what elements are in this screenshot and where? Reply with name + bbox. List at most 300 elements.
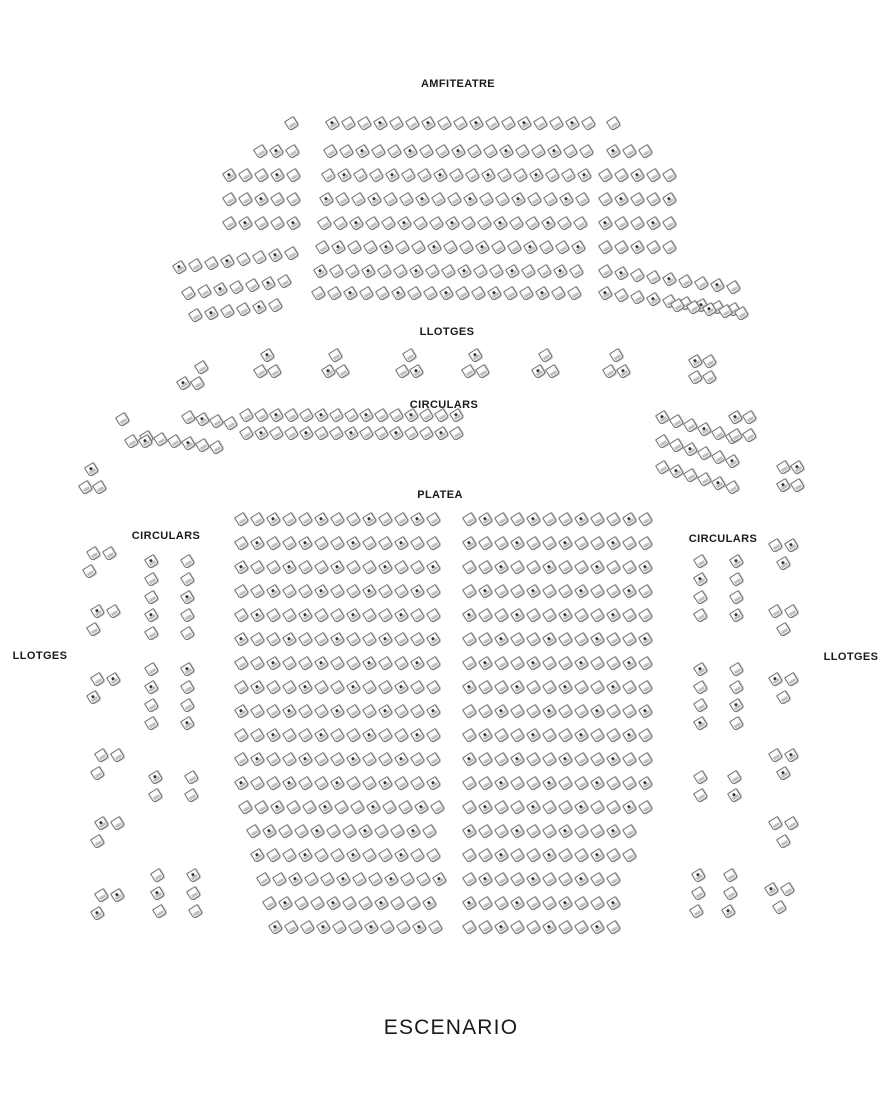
seat[interactable] [282, 776, 297, 791]
seat[interactable] [362, 536, 377, 551]
seat[interactable] [234, 704, 249, 719]
seat[interactable] [387, 144, 402, 159]
seat[interactable] [526, 752, 541, 767]
seat[interactable] [229, 280, 244, 295]
seat[interactable] [181, 286, 196, 301]
seat[interactable] [475, 240, 490, 255]
seat[interactable] [373, 116, 388, 131]
seat[interactable] [410, 752, 425, 767]
seat[interactable] [330, 728, 345, 743]
seat[interactable] [315, 240, 330, 255]
seat[interactable] [542, 728, 557, 743]
seat[interactable] [598, 264, 613, 279]
seat[interactable] [317, 216, 332, 231]
seat[interactable] [346, 656, 361, 671]
seat[interactable] [494, 608, 509, 623]
seat[interactable] [250, 560, 265, 575]
seat[interactable] [411, 240, 426, 255]
seat[interactable] [298, 536, 313, 551]
seat[interactable] [90, 766, 105, 781]
seat[interactable] [314, 632, 329, 647]
seat[interactable] [426, 776, 441, 791]
seat[interactable] [478, 608, 493, 623]
seat[interactable] [394, 776, 409, 791]
seat[interactable] [776, 478, 791, 493]
seat[interactable] [377, 264, 392, 279]
seat[interactable] [260, 348, 275, 363]
seat[interactable] [510, 896, 525, 911]
seat[interactable] [346, 608, 361, 623]
seat[interactable] [542, 560, 557, 575]
seat[interactable] [190, 376, 205, 391]
seat[interactable] [110, 748, 125, 763]
seat[interactable] [318, 800, 333, 815]
seat[interactable] [300, 920, 315, 935]
seat[interactable] [346, 680, 361, 695]
seat[interactable] [86, 690, 101, 705]
seat[interactable] [574, 584, 589, 599]
seat[interactable] [325, 116, 340, 131]
seat[interactable] [335, 192, 350, 207]
seat[interactable] [426, 512, 441, 527]
seat[interactable] [430, 800, 445, 815]
seat[interactable] [222, 168, 237, 183]
seat[interactable] [330, 584, 345, 599]
seat[interactable] [398, 800, 413, 815]
seat[interactable] [622, 608, 637, 623]
seat[interactable] [693, 608, 708, 623]
seat[interactable] [435, 144, 450, 159]
seat[interactable] [298, 752, 313, 767]
seat[interactable] [669, 438, 684, 453]
seat[interactable] [545, 168, 560, 183]
seat[interactable] [405, 116, 420, 131]
seat[interactable] [374, 896, 389, 911]
seat[interactable] [397, 216, 412, 231]
seat[interactable] [697, 472, 712, 487]
seat[interactable] [462, 584, 477, 599]
seat[interactable] [565, 116, 580, 131]
seat[interactable] [180, 626, 195, 641]
seat[interactable] [389, 426, 404, 441]
seat[interactable] [286, 192, 301, 207]
seat[interactable] [90, 604, 105, 619]
seat[interactable] [729, 680, 744, 695]
seat[interactable] [282, 752, 297, 767]
seat[interactable] [711, 450, 726, 465]
seat[interactable] [510, 680, 525, 695]
seat[interactable] [410, 632, 425, 647]
seat[interactable] [337, 168, 352, 183]
seat[interactable] [662, 168, 677, 183]
seat[interactable] [433, 168, 448, 183]
seat[interactable] [485, 116, 500, 131]
seat[interactable] [574, 752, 589, 767]
seat[interactable] [742, 428, 757, 443]
seat[interactable] [314, 728, 329, 743]
seat[interactable] [489, 264, 504, 279]
seat[interactable] [462, 680, 477, 695]
seat[interactable] [110, 888, 125, 903]
seat[interactable] [483, 144, 498, 159]
seat[interactable] [266, 560, 281, 575]
seat[interactable] [622, 560, 637, 575]
seat[interactable] [638, 144, 653, 159]
seat[interactable] [347, 240, 362, 255]
seat[interactable] [355, 144, 370, 159]
seat[interactable] [152, 904, 167, 919]
seat[interactable] [558, 584, 573, 599]
seat[interactable] [359, 408, 374, 423]
seat[interactable] [374, 408, 389, 423]
seat[interactable] [195, 412, 210, 427]
seat[interactable] [494, 776, 509, 791]
seat[interactable] [181, 410, 196, 425]
seat[interactable] [574, 512, 589, 527]
seat[interactable] [558, 848, 573, 863]
seat[interactable] [590, 656, 605, 671]
seat[interactable] [266, 848, 281, 863]
seat[interactable] [84, 462, 99, 477]
seat[interactable] [330, 704, 345, 719]
seat[interactable] [590, 824, 605, 839]
seat[interactable] [426, 632, 441, 647]
seat[interactable] [320, 872, 335, 887]
seat[interactable] [574, 704, 589, 719]
seat[interactable] [494, 824, 509, 839]
seat[interactable] [94, 888, 109, 903]
seat[interactable] [478, 584, 493, 599]
seat[interactable] [390, 896, 405, 911]
seat[interactable] [622, 656, 637, 671]
seat[interactable] [394, 608, 409, 623]
seat[interactable] [410, 512, 425, 527]
seat[interactable] [510, 728, 525, 743]
seat[interactable] [394, 728, 409, 743]
seat[interactable] [180, 554, 195, 569]
seat[interactable] [254, 800, 269, 815]
seat[interactable] [346, 704, 361, 719]
seat[interactable] [366, 800, 381, 815]
seat[interactable] [277, 274, 292, 289]
seat[interactable] [590, 608, 605, 623]
seat[interactable] [478, 536, 493, 551]
seat[interactable] [478, 704, 493, 719]
seat[interactable] [638, 704, 653, 719]
seat[interactable] [558, 752, 573, 767]
seat[interactable] [662, 272, 677, 287]
seat[interactable] [394, 536, 409, 551]
seat[interactable] [239, 426, 254, 441]
seat[interactable] [378, 608, 393, 623]
seat[interactable] [776, 690, 791, 705]
seat[interactable] [256, 872, 271, 887]
seat[interactable] [294, 824, 309, 839]
seat[interactable] [362, 512, 377, 527]
seat[interactable] [250, 776, 265, 791]
seat[interactable] [510, 632, 525, 647]
seat[interactable] [238, 168, 253, 183]
seat[interactable] [462, 752, 477, 767]
seat[interactable] [238, 192, 253, 207]
seat[interactable] [234, 752, 249, 767]
seat[interactable] [278, 824, 293, 839]
seat[interactable] [542, 800, 557, 815]
seat[interactable] [494, 536, 509, 551]
seat[interactable] [590, 920, 605, 935]
seat[interactable] [284, 116, 299, 131]
seat[interactable] [222, 216, 237, 231]
seat[interactable] [606, 920, 621, 935]
seat[interactable] [314, 536, 329, 551]
seat[interactable] [574, 560, 589, 575]
seat[interactable] [497, 168, 512, 183]
seat[interactable] [184, 788, 199, 803]
seat[interactable] [298, 560, 313, 575]
seat[interactable] [344, 426, 359, 441]
seat[interactable] [768, 538, 783, 553]
seat[interactable] [346, 632, 361, 647]
seat[interactable] [542, 608, 557, 623]
seat[interactable] [346, 512, 361, 527]
seat[interactable] [339, 144, 354, 159]
seat[interactable] [417, 168, 432, 183]
seat[interactable] [590, 512, 605, 527]
seat[interactable] [693, 770, 708, 785]
seat[interactable] [494, 704, 509, 719]
seat[interactable] [302, 800, 317, 815]
seat[interactable] [426, 848, 441, 863]
seat[interactable] [558, 776, 573, 791]
seat[interactable] [790, 478, 805, 493]
seat[interactable] [688, 370, 703, 385]
seat[interactable] [144, 572, 159, 587]
seat[interactable] [478, 632, 493, 647]
seat[interactable] [266, 536, 281, 551]
seat[interactable] [250, 584, 265, 599]
seat[interactable] [449, 426, 464, 441]
seat[interactable] [558, 896, 573, 911]
seat[interactable] [462, 560, 477, 575]
seat[interactable] [362, 632, 377, 647]
seat[interactable] [614, 216, 629, 231]
seat[interactable] [590, 632, 605, 647]
seat[interactable] [558, 632, 573, 647]
seat[interactable] [622, 752, 637, 767]
seat[interactable] [404, 426, 419, 441]
seat[interactable] [213, 282, 228, 297]
seat[interactable] [357, 116, 372, 131]
seat[interactable] [574, 920, 589, 935]
seat[interactable] [622, 848, 637, 863]
seat[interactable] [431, 192, 446, 207]
seat[interactable] [419, 426, 434, 441]
seat[interactable] [419, 144, 434, 159]
seat[interactable] [494, 656, 509, 671]
seat[interactable] [622, 536, 637, 551]
seat[interactable] [314, 408, 329, 423]
seat[interactable] [374, 426, 389, 441]
seat[interactable] [439, 286, 454, 301]
seat[interactable] [622, 704, 637, 719]
seat[interactable] [252, 250, 267, 265]
seat[interactable] [638, 560, 653, 575]
seat[interactable] [602, 364, 617, 379]
seat[interactable] [513, 168, 528, 183]
seat[interactable] [463, 192, 478, 207]
seat[interactable] [319, 192, 334, 207]
seat[interactable] [469, 116, 484, 131]
seat[interactable] [776, 622, 791, 637]
seat[interactable] [298, 656, 313, 671]
seat[interactable] [537, 264, 552, 279]
seat[interactable] [92, 480, 107, 495]
seat[interactable] [638, 680, 653, 695]
seat[interactable] [330, 848, 345, 863]
seat[interactable] [622, 680, 637, 695]
seat[interactable] [606, 800, 621, 815]
seat[interactable] [415, 192, 430, 207]
seat[interactable] [630, 268, 645, 283]
seat[interactable] [542, 704, 557, 719]
seat[interactable] [148, 770, 163, 785]
seat[interactable] [638, 752, 653, 767]
seat[interactable] [510, 752, 525, 767]
seat[interactable] [429, 216, 444, 231]
seat[interactable] [526, 800, 541, 815]
seat[interactable] [316, 920, 331, 935]
seat[interactable] [478, 824, 493, 839]
seat[interactable] [394, 560, 409, 575]
seat[interactable] [329, 426, 344, 441]
seat[interactable] [545, 364, 560, 379]
seat[interactable] [462, 824, 477, 839]
seat[interactable] [573, 216, 588, 231]
seat[interactable] [702, 354, 717, 369]
seat[interactable] [362, 848, 377, 863]
seat[interactable] [314, 680, 329, 695]
seat[interactable] [353, 168, 368, 183]
seat[interactable] [261, 276, 276, 291]
seat[interactable] [478, 728, 493, 743]
seat[interactable] [691, 886, 706, 901]
seat[interactable] [269, 408, 284, 423]
seat[interactable] [106, 672, 121, 687]
seat[interactable] [558, 680, 573, 695]
seat[interactable] [553, 264, 568, 279]
seat[interactable] [326, 824, 341, 839]
seat[interactable] [394, 584, 409, 599]
seat[interactable] [426, 584, 441, 599]
seat[interactable] [270, 168, 285, 183]
seat[interactable] [511, 192, 526, 207]
seat[interactable] [254, 408, 269, 423]
seat[interactable] [282, 656, 297, 671]
seat[interactable] [598, 168, 613, 183]
seat[interactable] [614, 168, 629, 183]
seat[interactable] [234, 584, 249, 599]
seat[interactable] [432, 872, 447, 887]
seat[interactable] [144, 554, 159, 569]
seat[interactable] [784, 538, 799, 553]
seat[interactable] [176, 376, 191, 391]
seat[interactable] [574, 536, 589, 551]
seat[interactable] [344, 408, 359, 423]
seat[interactable] [351, 192, 366, 207]
seat[interactable] [478, 752, 493, 767]
seat[interactable] [478, 848, 493, 863]
seat[interactable] [197, 284, 212, 299]
seat[interactable] [378, 776, 393, 791]
seat[interactable] [567, 286, 582, 301]
seat[interactable] [445, 216, 460, 231]
seat[interactable] [462, 608, 477, 623]
seat[interactable] [180, 662, 195, 677]
seat[interactable] [453, 116, 468, 131]
seat[interactable] [622, 824, 637, 839]
seat[interactable] [282, 728, 297, 743]
seat[interactable] [391, 286, 406, 301]
seat[interactable] [426, 656, 441, 671]
seat[interactable] [526, 608, 541, 623]
seat[interactable] [510, 584, 525, 599]
seat[interactable] [410, 608, 425, 623]
seat[interactable] [542, 512, 557, 527]
seat[interactable] [443, 240, 458, 255]
seat[interactable] [384, 872, 399, 887]
seat[interactable] [286, 800, 301, 815]
seat[interactable] [246, 824, 261, 839]
seat[interactable] [726, 280, 741, 295]
seat[interactable] [330, 512, 345, 527]
seat[interactable] [729, 698, 744, 713]
seat[interactable] [361, 264, 376, 279]
seat[interactable] [547, 144, 562, 159]
seat[interactable] [590, 752, 605, 767]
seat[interactable] [729, 590, 744, 605]
seat[interactable] [330, 608, 345, 623]
seat[interactable] [462, 704, 477, 719]
seat[interactable] [346, 752, 361, 767]
seat[interactable] [238, 216, 253, 231]
seat[interactable] [678, 274, 693, 289]
seat[interactable] [362, 752, 377, 767]
seat[interactable] [313, 264, 328, 279]
seat[interactable] [358, 824, 373, 839]
seat[interactable] [727, 770, 742, 785]
seat[interactable] [638, 800, 653, 815]
seat[interactable] [507, 240, 522, 255]
seat[interactable] [236, 252, 251, 267]
seat[interactable] [563, 144, 578, 159]
seat[interactable] [494, 896, 509, 911]
seat[interactable] [254, 216, 269, 231]
seat[interactable] [330, 656, 345, 671]
seat[interactable] [282, 704, 297, 719]
seat[interactable] [542, 656, 557, 671]
seat[interactable] [776, 556, 791, 571]
seat[interactable] [462, 872, 477, 887]
seat[interactable] [462, 632, 477, 647]
seat[interactable] [282, 608, 297, 623]
seat[interactable] [394, 512, 409, 527]
seat[interactable] [234, 776, 249, 791]
seat[interactable] [526, 584, 541, 599]
seat[interactable] [282, 560, 297, 575]
seat[interactable] [343, 286, 358, 301]
seat[interactable] [784, 816, 799, 831]
seat[interactable] [374, 824, 389, 839]
